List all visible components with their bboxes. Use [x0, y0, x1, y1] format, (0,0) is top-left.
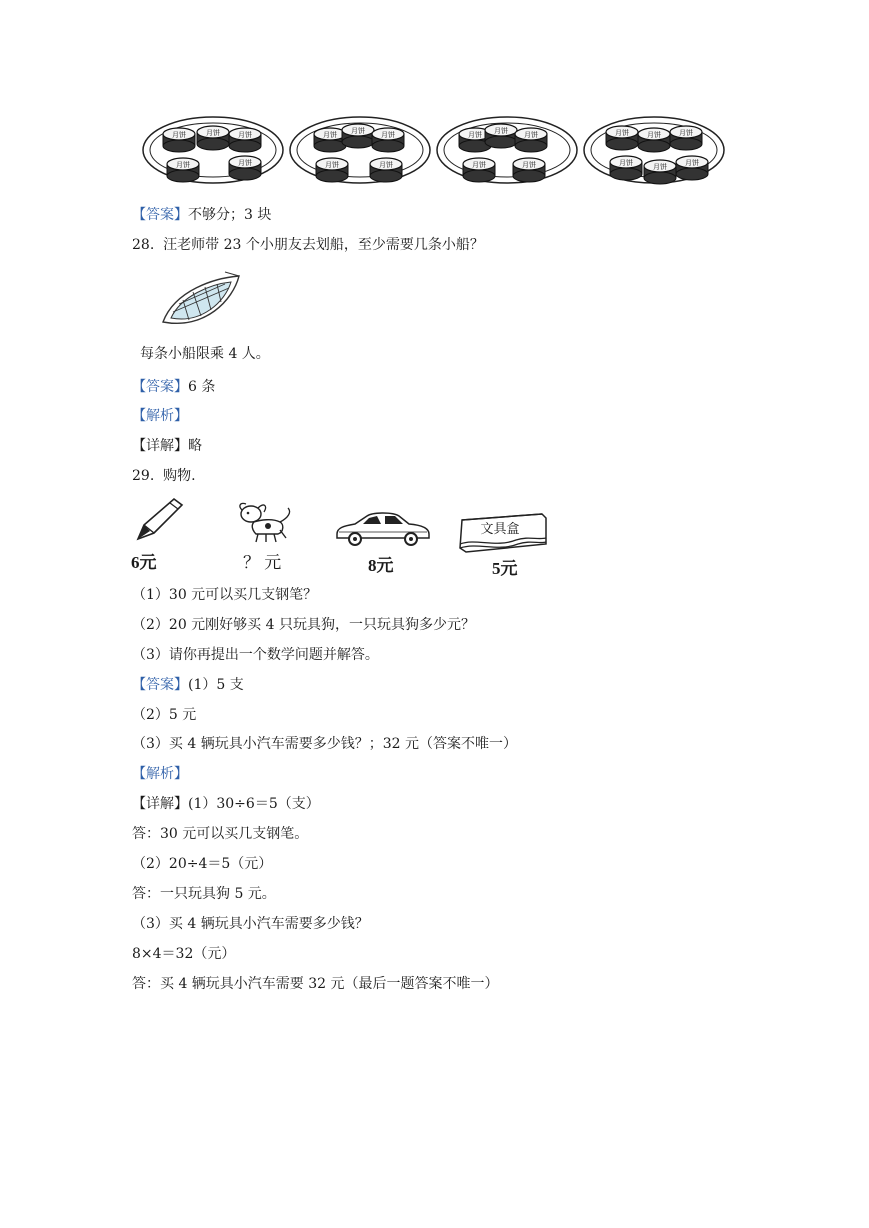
q27-answer [132, 205, 271, 225]
svg-text:月饼: 月饼 [472, 161, 486, 169]
mooncake [610, 156, 642, 180]
question-number: 28. [132, 237, 155, 253]
svg-text:月饼: 月饼 [679, 129, 693, 137]
svg-text:月饼: 月饼 [323, 131, 337, 139]
svg-text:月饼: 月饼 [468, 131, 482, 139]
mooncake-plate [437, 117, 577, 183]
mooncake [163, 128, 195, 152]
q28-analysis-tag: 【解析】 [132, 408, 188, 424]
mooncake [229, 156, 261, 180]
svg-text:月饼: 月饼 [351, 127, 365, 135]
boat-icon [155, 270, 245, 340]
pencil-box-icon [456, 508, 552, 556]
mooncake [676, 156, 708, 180]
q28-answer [132, 377, 215, 397]
q29-sub3: （3）请你再提出一个数学问题并解答。 [132, 647, 379, 663]
detail-tag: 【详解】 [132, 438, 188, 454]
svg-text:月饼: 月饼 [653, 163, 667, 171]
box-price: 5元 [492, 559, 518, 578]
svg-text:月饼: 月饼 [685, 159, 699, 167]
mooncake [485, 124, 517, 148]
mooncake [638, 128, 670, 152]
svg-text:月饼: 月饼 [238, 131, 252, 139]
q29-sub1: （1）30 元可以买几支钢笔？ [132, 587, 318, 603]
answer-text: 6 条 [188, 379, 216, 395]
q29-detail-4: 答：一只玩具狗 5 元。 [132, 886, 276, 902]
mooncake [316, 158, 348, 182]
mooncake-plate [584, 117, 724, 184]
svg-text:月饼: 月饼 [494, 127, 508, 135]
mooncake [515, 128, 547, 152]
mooncake [463, 158, 495, 182]
boat-caption: 每条小船限乘 4 人。 [140, 346, 270, 362]
detail-tag: 【详解】 [132, 796, 188, 812]
mooncake [370, 158, 402, 182]
svg-text:月饼: 月饼 [619, 159, 633, 167]
q28-detail [132, 436, 202, 456]
answer-text: 不够分；3 块 [188, 207, 272, 223]
q29-answer-3: （3）买 4 辆玩具小汽车需要多少钱？；32 元（答案不唯一） [132, 736, 517, 752]
q29-sub2: （2）20 元刚好够买 4 只玩具狗，一只玩具狗多少元？ [132, 617, 475, 633]
svg-text:月饼: 月饼 [379, 161, 393, 169]
q29-detail-1 [132, 794, 320, 814]
mooncake [167, 158, 199, 182]
pen-icon [130, 495, 190, 545]
car-icon [333, 506, 433, 548]
svg-text:月饼: 月饼 [615, 129, 629, 137]
q29-detail-6: 8×4＝32（元） [132, 946, 236, 962]
q29-detail-3: （2）20÷4＝5（元） [132, 856, 273, 872]
mooncake [670, 126, 702, 150]
mooncake-plates-illustration [135, 105, 735, 190]
mooncake-plate [143, 117, 283, 183]
q29-answer-2: （2）5 元 [132, 707, 197, 723]
mooncake [342, 124, 374, 148]
answer-tag: 【答案】 [132, 379, 188, 395]
answer-part-1: (1）5 支 [188, 677, 244, 693]
answer-tag: 【答案】 [132, 207, 188, 223]
mooncake [513, 158, 545, 182]
car-price: 8元 [368, 556, 394, 575]
q29-analysis-tag: 【解析】 [132, 766, 188, 782]
answer-tag: 【答案】 [132, 677, 188, 693]
svg-text:月饼: 月饼 [176, 161, 190, 169]
pencil-box-label: 文具盒 [480, 522, 520, 537]
svg-text:月饼: 月饼 [524, 131, 538, 139]
mooncake [197, 126, 229, 150]
svg-text:月饼: 月饼 [381, 131, 395, 139]
mooncake [229, 128, 261, 152]
mooncake [606, 126, 638, 150]
question-text: 购物. [163, 468, 196, 484]
mooncake [314, 128, 346, 152]
q29-answer [132, 675, 244, 695]
mooncake-plate [290, 117, 430, 183]
q29-detail-2: 答：30 元可以买几支钢笔。 [132, 826, 309, 842]
mooncake [372, 128, 404, 152]
svg-text:月饼: 月饼 [206, 129, 220, 137]
q29-detail-7: 答：买 4 辆玩具小汽车需要 32 元（最后一题答案不唯一） [132, 976, 499, 992]
q28-question [132, 235, 484, 255]
dog-icon [236, 500, 296, 548]
pen-price: 6元 [131, 553, 157, 572]
detail-text: 略 [188, 438, 202, 454]
svg-text:月饼: 月饼 [522, 161, 536, 169]
svg-text:月饼: 月饼 [647, 131, 661, 139]
question-number: 29. [132, 468, 155, 484]
q29-question [132, 466, 196, 486]
q29-detail-5: （3）买 4 辆玩具小汽车需要多少钱？ [132, 916, 369, 932]
dog-price: ？ 元 [243, 553, 282, 572]
mooncake [644, 160, 676, 184]
svg-text:月饼: 月饼 [325, 161, 339, 169]
detail-text: (1）30÷6＝5（支） [188, 796, 320, 812]
svg-text:月饼: 月饼 [238, 159, 252, 167]
svg-text:月饼: 月饼 [172, 131, 186, 139]
question-text: 汪老师带 23 个小朋友去划船，至少需要几条小船？ [163, 237, 484, 253]
